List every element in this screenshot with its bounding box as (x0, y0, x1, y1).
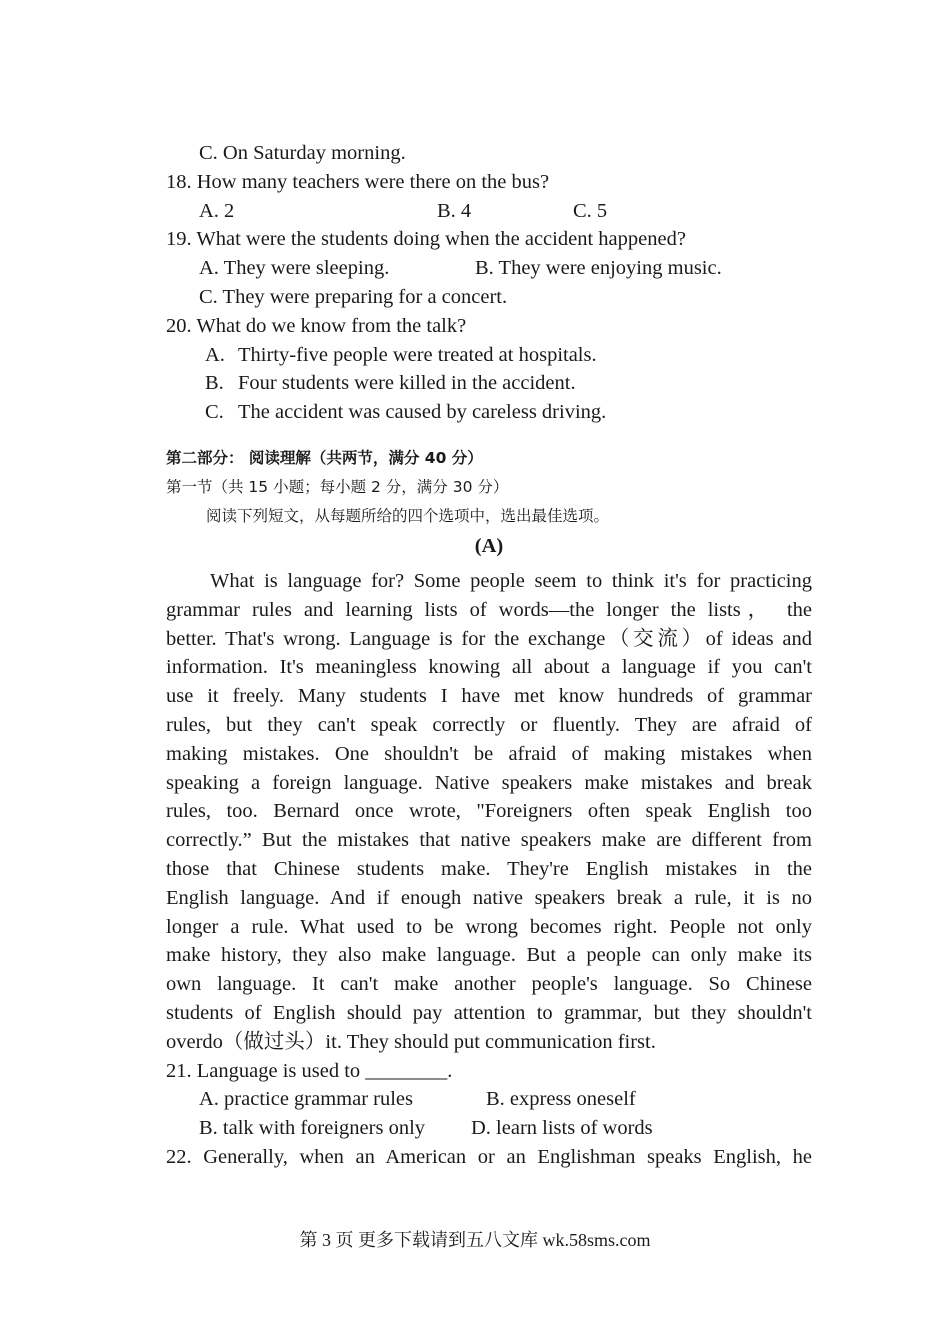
q20-option-c-text: The accident was caused by careless driving. (238, 401, 607, 424)
passage-line: use it freely. Many students I have met know hundreds of grammar (166, 685, 812, 708)
q21-option-d: D. learn lists of words (471, 1117, 653, 1140)
q19-options (166, 254, 812, 283)
passage-line: those that Chinese students make. They're English mistakes in the (166, 857, 812, 880)
q20-option-c-label: C. (205, 401, 224, 424)
q20-option-a (166, 341, 812, 370)
page-footer: 第 3 页 更多下载请到五八文库 wk.58sms.com (299, 1230, 651, 1250)
q20-option-b (166, 369, 812, 398)
passage-line: students of English should pay attention to grammar, but they shouldn't (166, 1001, 812, 1024)
passage-line: own language. It can't make another people's language. So Chinese (166, 973, 812, 996)
passage-line: correctly.” But the mistakes that native speakers make are different from (166, 829, 812, 852)
passage-line: make history, they also make language. But a people can only make its (166, 944, 812, 967)
passage-line: information. It's meaningless knowing all about a language if you can't (166, 656, 812, 679)
q19-option-c: C. They were preparing for a concert. (199, 285, 508, 308)
q18-option-b: B. 4 (437, 199, 472, 222)
section-instruction: 阅读下列短文，从每题所给的四个选项中，选出最佳选项。 (206, 506, 610, 525)
q21-option-a: A. practice grammar rules (199, 1088, 414, 1111)
q19-stem: 19. What were the students doing when the accident happened? (166, 228, 686, 251)
passage-line: rules, too. Bernard once wrote, "Foreigners often speak English too (166, 800, 812, 823)
q22-stem: 22. Generally, when an American or an Englishman speaks English, he (166, 1145, 812, 1168)
passage-line: speaking a foreign language. Native speakers make mistakes and break (166, 771, 812, 794)
q21-option-b: B. express oneself (486, 1088, 636, 1111)
q22-stem-wrap (166, 1143, 812, 1172)
q21-options-row2 (166, 1114, 812, 1143)
q20-stem: 20. What do we know from the talk? (166, 314, 467, 337)
q20-option-a-text: Thirty-five people were treated at hospitals. (238, 343, 597, 366)
passage-line: grammar rules and learning lists of words—the longer the lists， the (166, 598, 812, 621)
q20-option-a-label: A. (205, 343, 225, 366)
passage-line: What is language for? Some people seem to think it's for practicing (210, 569, 812, 592)
passage-title: (A) (474, 534, 504, 557)
q17-option-c: C. On Saturday morning. (199, 142, 406, 164)
q18-stem: 18. How many teachers were there on the bus? (166, 170, 550, 193)
passage-line: longer a rule. What used to be wrong becomes right. People not only (166, 915, 812, 938)
q21-stem: 21. Language is used to ________. (166, 1059, 453, 1082)
q20-option-c (166, 398, 812, 427)
q20-option-b-label: B. (205, 372, 224, 395)
passage-body (166, 567, 812, 1057)
document-page (166, 139, 812, 1172)
q19-option-a: A. They were sleeping. (199, 257, 390, 280)
q18-options (166, 197, 812, 226)
q18-option-a: A. 2 (199, 199, 235, 222)
section-heading: 第二部分： 阅读理解（共两节，满分 40 分） (166, 448, 483, 467)
passage-line: English language. And if enough native speakers break a rule, it is no (166, 886, 812, 909)
passage-line: better. That's wrong. Language is for the exchange（交流）of ideas and (166, 627, 812, 650)
section-subheading: 第一节（共 15 小题；每小题 2 分，满分 30 分） (166, 477, 509, 496)
q21-options-row1 (166, 1085, 812, 1114)
q20-option-b-text: Four students were killed in the accident. (238, 372, 576, 395)
passage-line: rules, but they can't speak correctly or fluently. They are afraid of (166, 713, 812, 736)
q19-option-b: B. They were enjoying music. (475, 257, 722, 280)
q18-option-c: C. 5 (573, 199, 608, 222)
q21-option-c: B. talk with foreigners only (199, 1117, 426, 1140)
passage-line: overdo（做过头）it. They should put communication first. (166, 1030, 656, 1053)
passage-line: making mistakes. One shouldn't be afraid of making mistakes when (166, 742, 812, 765)
